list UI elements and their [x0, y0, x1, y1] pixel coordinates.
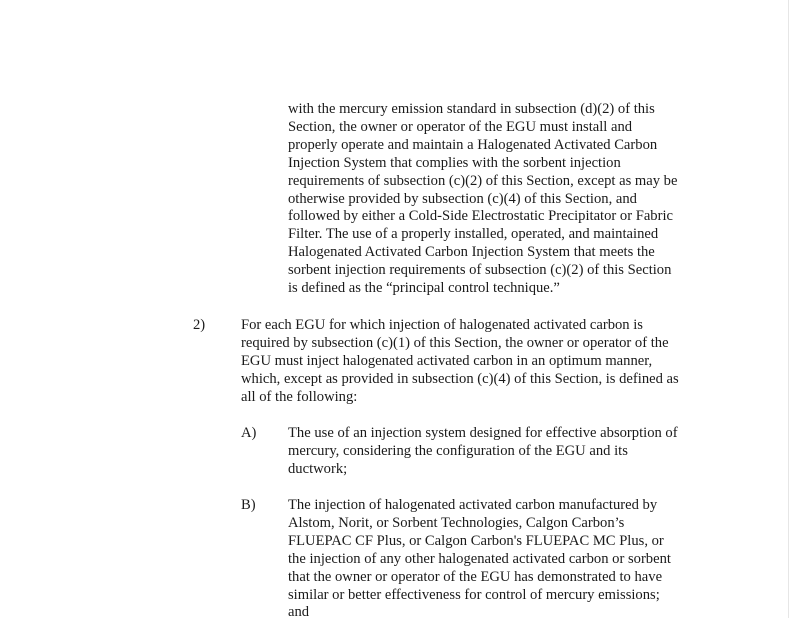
paragraph-line: and — [288, 604, 310, 621]
list-item-b — [241, 497, 721, 622]
list-item-body — [288, 425, 713, 479]
paragraph-line: For each EGU for which injection of halogenated activated carbon is — [241, 317, 643, 333]
continuation-paragraph — [288, 101, 708, 298]
paragraph-line: Section, the owner or operator of the EGU must install and — [288, 118, 633, 135]
paragraph-line: Injection System that complies with the sorbent injection — [288, 154, 621, 171]
paragraph-line: The injection of halogenated activated carbon manufactured by — [288, 497, 658, 513]
paragraph-line: similar or better effectiveness for control of mercury emissions; — [288, 586, 660, 603]
paragraph-line: sorbent injection requirements of subsection (c)(2) of this Section — [288, 262, 672, 279]
list-item-2 — [193, 317, 723, 407]
paragraph-line: mercury, considering the configuration of the EGU and its — [288, 442, 628, 459]
list-item-body — [241, 317, 711, 407]
paragraph-line: The use of an injection system designed for effective absorption of — [288, 425, 678, 441]
paragraph-line: which, except as provided in subsection (c)(4) of this Section, is defined as — [241, 370, 679, 387]
paragraph-line: requirements of subsection (c)(2) of this Section, except as may be — [288, 172, 678, 189]
paragraph-line: Halogenated Activated Carbon Injection System that meets the — [288, 244, 655, 261]
list-item-label: B) — [241, 497, 256, 513]
paragraph-line: ductwork; — [288, 460, 348, 477]
list-item-label: 2) — [193, 317, 206, 333]
page-edge-divider — [788, 0, 789, 618]
paragraph-line: FLUEPAC CF Plus, or Calgon Carbon's FLUEPAC MC Plus, or — [288, 532, 664, 549]
list-item-a — [241, 425, 721, 479]
list-item-body — [288, 497, 713, 622]
paragraph-line: followed by either a Cold-Side Electrostatic Precipitator or Fabric — [288, 208, 673, 225]
paragraph-line: Filter. The use of a properly installed, operated, and maintained — [288, 226, 659, 243]
paragraph-line: that the owner or operator of the EGU has demonstrated to have — [288, 568, 663, 585]
list-item-label: A) — [241, 425, 257, 441]
paragraph-line: is defined as the “principal control technique.” — [288, 280, 560, 297]
paragraph-line: required by subsection (c)(1) of this Section, the owner or operator of the — [241, 334, 669, 351]
paragraph-line: otherwise provided by subsection (c)(4) of this Section, and — [288, 190, 637, 207]
paragraph-line: all of the following: — [241, 388, 358, 405]
paragraph-line: the injection of any other halogenated activated carbon or sorbent — [288, 550, 671, 567]
paragraph-line: properly operate and maintain a Halogenated Activated Carbon — [288, 136, 658, 153]
paragraph-line: with the mercury emission standard in subsection (d)(2) of this — [288, 101, 655, 117]
paragraph-line: EGU must inject halogenated activated carbon in an optimum manner, — [241, 352, 653, 369]
paragraph-line: Alstom, Norit, or Sorbent Technologies, Calgon Carbon’s — [288, 514, 625, 531]
